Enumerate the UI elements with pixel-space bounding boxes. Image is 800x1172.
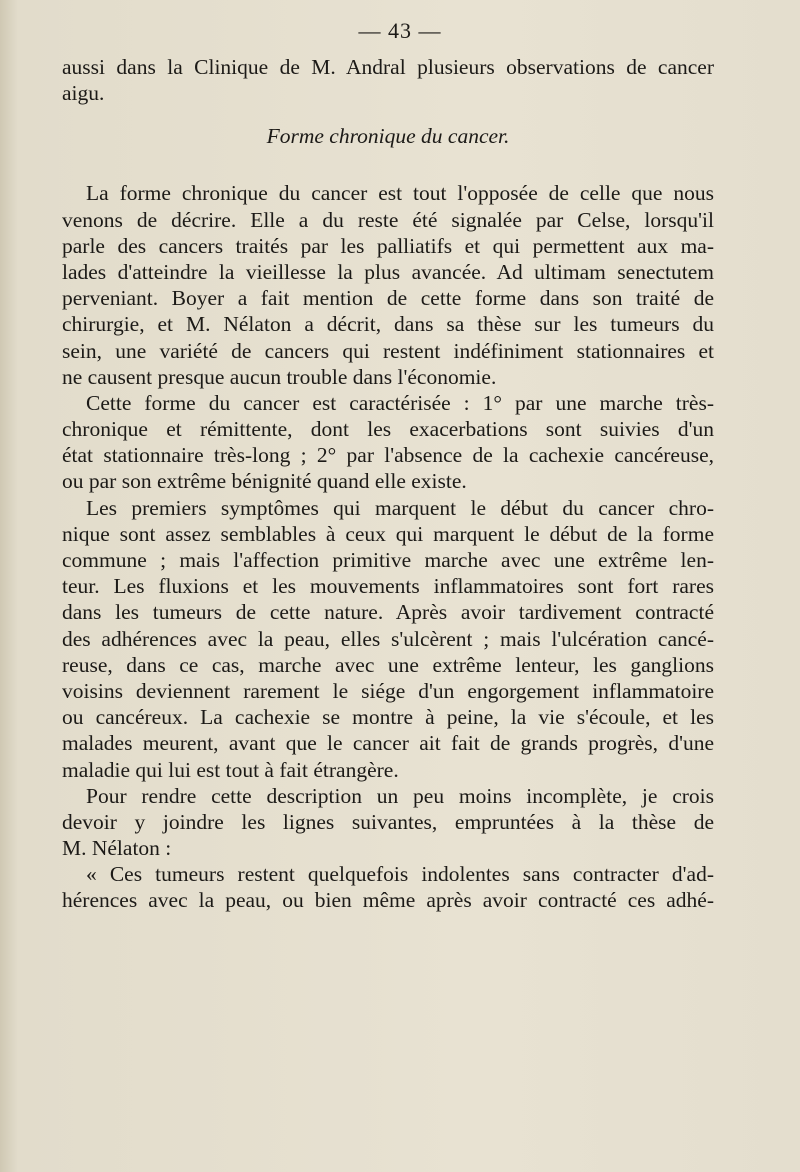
- text-line: chirurgie, et M. Nélaton a décrit, dans sa thèse sur les tumeurs du: [62, 312, 714, 337]
- text-line: reuse, dans ce cas, marche avec une extrême lenteur, les ganglions: [62, 652, 714, 677]
- text-line: dans les tumeurs de cette nature. Après avoir tardivement contracté: [62, 600, 714, 625]
- text-line: hérences avec la peau, ou bien même après avoir contracté ces adhé-: [62, 888, 714, 913]
- text-line: aigu.: [62, 81, 105, 106]
- text-line: des adhérences avec la peau, elles s'ulcèrent ; mais l'ulcération cancé-: [62, 626, 714, 651]
- text-line: ne causent presque aucun trouble dans l'économie.: [62, 364, 497, 389]
- text-line: commune ; mais l'affection primitive marche avec une extrême len-: [62, 548, 714, 572]
- text-line: sein, une variété de cancers qui restent indéfiniment stationnaires et: [62, 338, 714, 363]
- paragraph: [62, 495, 714, 783]
- text-line: ou par son extrême bénignité quand elle existe.: [62, 469, 467, 494]
- text-line: devoir y joindre les lignes suivantes, empruntées à la thèse de: [62, 809, 714, 834]
- text-line: malades meurent, avant que le cancer ait fait de grands progrès, d'une: [62, 731, 714, 756]
- text-line: lades d'atteindre la vieillesse la plus avancée. Ad ultimam senectutem: [62, 259, 714, 284]
- quotation: [62, 861, 714, 913]
- text-line: perveniant. Boyer a fait mention de cette forme dans son traité de: [62, 286, 714, 311]
- text-line: aussi dans la Clinique de M. Andral plusieurs observations de cancer: [62, 55, 714, 79]
- page-text: [62, 54, 714, 914]
- text-line: La forme chronique du cancer est tout l'opposée de celle que nous: [86, 181, 714, 206]
- section-heading: Forme chronique du cancer.: [266, 124, 510, 149]
- text-line: parle des cancers traités par les palliatifs et qui permettent aux ma-: [62, 233, 714, 258]
- text-line: voisins deviennent rarement le siége d'un engorgement inflammatoire: [62, 678, 714, 703]
- paragraph: [62, 783, 714, 862]
- text-line: Cette forme du cancer est caractérisée : 1° par une marche très-: [86, 390, 714, 415]
- text-line: Pour rendre cette description un peu moins incomplète, je crois: [86, 783, 714, 808]
- page-number: — 43 —: [358, 18, 442, 43]
- text-line: chronique et rémittente, dont les exacerbations sont suivies d'un: [62, 417, 714, 442]
- text-line: ou cancéreux. La cachexie se montre à peine, la vie s'écoule, et les: [62, 705, 714, 730]
- text-line: M. Nélaton :: [62, 836, 172, 861]
- text-line: état stationnaire très-long ; 2° par l'absence de la cachexie cancéreuse,: [62, 443, 714, 468]
- text-line: nique sont assez semblables à ceux qui marquent le début de la forme: [62, 521, 714, 546]
- text-line: teur. Les fluxions et les mouvements inflammatoires sont fort rares: [62, 574, 714, 599]
- paragraph: [62, 180, 714, 390]
- text-line: venons de décrire. Elle a du reste été signalée par Celse, lorsqu'il: [62, 207, 714, 232]
- paragraph: [62, 390, 714, 495]
- text-line: Les premiers symptômes qui marquent le début du cancer chro-: [86, 495, 714, 520]
- text-line: maladie qui lui est tout à fait étrangère.: [62, 757, 399, 782]
- text-line: « Ces tumeurs restent quelquefois indolentes sans contracter d'ad-: [86, 862, 714, 887]
